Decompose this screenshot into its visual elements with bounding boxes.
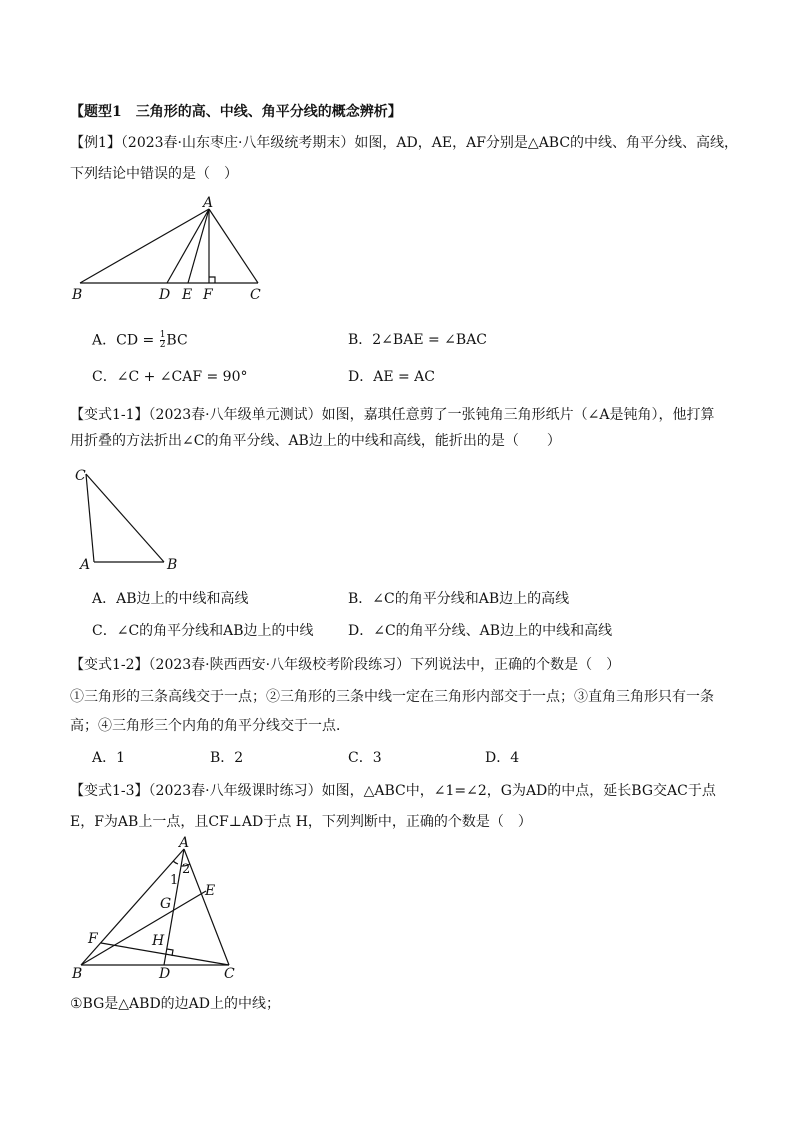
label-g: G [160, 896, 172, 912]
variant-1-2-option-a[interactable]: A．1 [92, 750, 126, 766]
variant-1-1-option-b[interactable]: B．∠C的角平分线和AB边上的高线 [348, 591, 570, 607]
label-2: 2 [182, 862, 191, 877]
example-1-line-2: 下列结论中错误的是（ ） [70, 166, 238, 182]
example-1-option-c[interactable]: C．∠C + ∠CAF = 90° [92, 369, 248, 385]
variant-1-3-line-1: 【变式1-3】（2023春·八年级课时练习）如图，△ABC中，∠1=∠2，G为AD的中点，延长BG交AC于点 [70, 783, 716, 799]
variant-1-1-line-2: 用折叠的方法折出∠C的角平分线、AB边上的中线和高线，能折出的是（ ） [70, 433, 561, 449]
option-a-suffix: BC [166, 332, 188, 349]
label-c: C [75, 468, 86, 484]
figure-variant-1-1 [72, 462, 192, 574]
label-e: E [182, 287, 193, 303]
label-a: A [179, 835, 190, 851]
label-b: B [167, 557, 178, 573]
segment-ae [188, 209, 209, 283]
example-1-option-b[interactable]: B．2∠BAE = ∠BAC [348, 332, 488, 348]
variant-1-3-statement-1: ①BG是△ABD的边AD上的中线； [70, 996, 281, 1012]
label-h: H [152, 933, 165, 949]
fraction-one-half: $\frac{1}{2}$ [159, 330, 166, 350]
variant-1-1-line-1: 【变式1-1】（2023春·八年级单元测试）如图，嘉琪任意剪了一张钝角三角形纸片（∠A是钝角），他打算 [70, 407, 715, 423]
variant-1-3-line-2: E，F为AB上一点，且CF⊥AD于点 H，下列判断中，正确的个数是（ ） [70, 814, 532, 830]
right-angle-mark [209, 277, 215, 283]
label-1: 1 [170, 873, 179, 888]
variant-1-2-line-1: 【变式1-2】（2023春·陕西西安·八年级校考阶段练习）下列说法中，正确的个数是（ ） [70, 657, 621, 673]
figure-example-1 [66, 196, 276, 306]
variant-1-2-option-d[interactable]: D．4 [485, 750, 520, 766]
label-c: C [224, 966, 235, 982]
label-d: D [159, 287, 171, 303]
segment-ca [86, 474, 94, 562]
segment-ac [209, 209, 258, 283]
example-1-line-1: 【例1】（2023春·山东枣庄·八年级统考期末）如图，AD，AE，AF分别是△ABC的中线、角平分线、高线， [70, 135, 739, 151]
label-d: D [159, 966, 171, 982]
label-a: A [203, 196, 214, 211]
variant-1-1-option-a[interactable]: A．AB边上的中线和高线 [92, 591, 249, 607]
label-c: C [250, 287, 261, 303]
variant-1-1-option-d[interactable]: D．∠C的角平分线、AB边上的中线和高线 [348, 623, 613, 639]
variant-1-2-option-b[interactable]: B．2 [210, 750, 244, 766]
option-a-prefix: A．CD = [92, 332, 159, 349]
label-f: F [203, 287, 213, 303]
label-e: E [205, 883, 216, 899]
label-a: A [80, 557, 91, 573]
section-title: 【题型1 三角形的高、中线、角平分线的概念辨析】 [70, 104, 402, 120]
example-1-option-d[interactable]: D．AE = AC [348, 369, 436, 385]
variant-1-1-option-c[interactable]: C．∠C的角平分线和AB边上的中线 [92, 623, 314, 639]
segment-cb [86, 474, 164, 562]
variant-1-2-line-3: 高；④三角形三个内角的角平分线交于一点． [70, 718, 350, 734]
example-1-option-a[interactable] [92, 331, 188, 350]
variant-1-2-option-c[interactable]: C．3 [348, 750, 382, 766]
segment-ac [184, 849, 229, 965]
label-f: F [88, 931, 98, 947]
label-b: B [72, 287, 83, 303]
variant-1-2-line-2: ①三角形的三条高线交于一点；②三角形的三条中线一定在三角形内部交于一点；③直角三角形只有一条 [70, 689, 714, 705]
segment-ab [80, 209, 209, 283]
figure-variant-1-3 [66, 833, 256, 983]
segment-ad [167, 209, 209, 283]
segment-be [81, 891, 206, 965]
label-b: B [72, 966, 83, 982]
angle-1-arc [173, 861, 178, 864]
